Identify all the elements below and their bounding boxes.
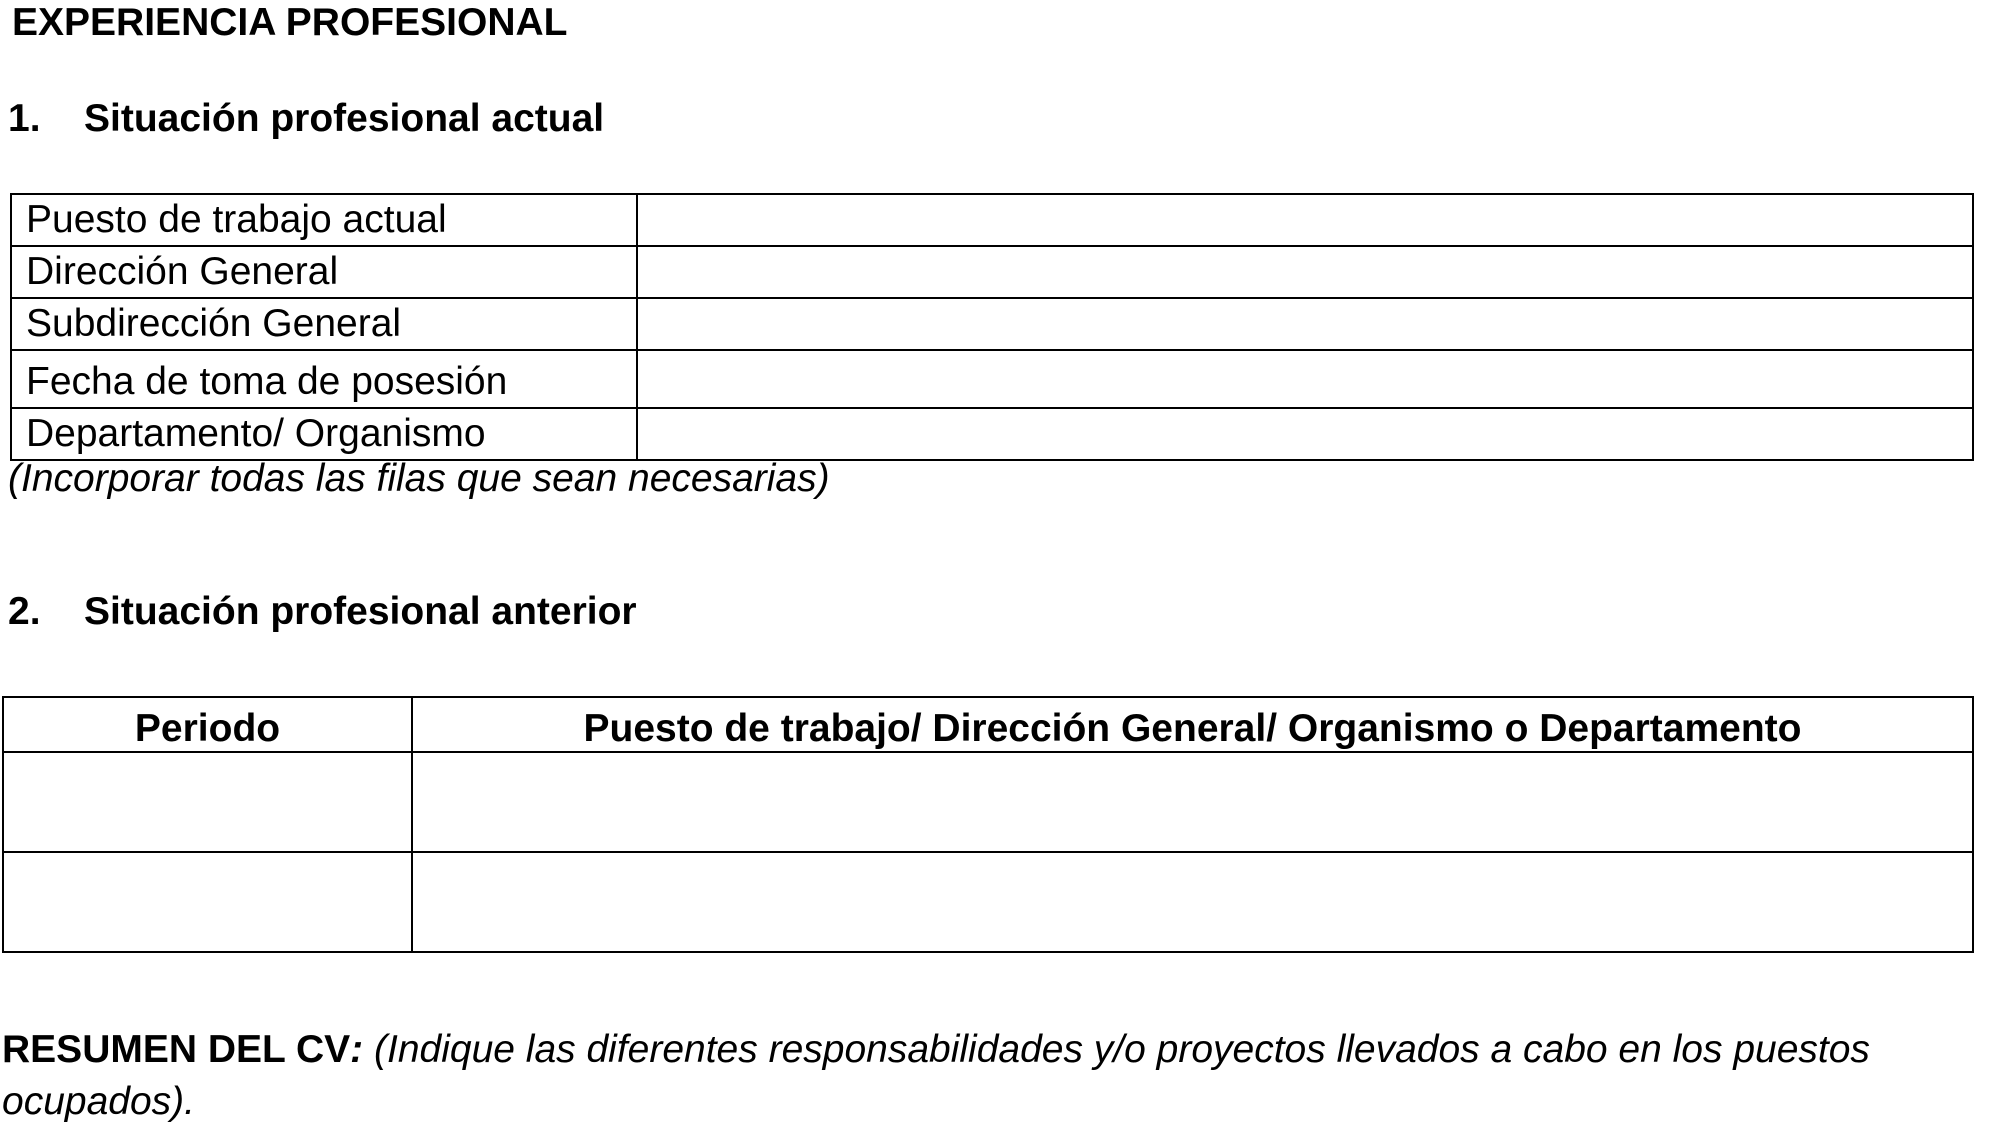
table-row bbox=[11, 298, 1973, 350]
puesto-cell[interactable] bbox=[412, 852, 1973, 952]
row-label: Dirección General bbox=[11, 246, 637, 298]
resumen-paragraph bbox=[2, 1024, 2008, 1128]
column-header-puesto: Puesto de trabajo/ Dirección General/ Organismo o Departamento bbox=[412, 697, 1973, 752]
resumen-text: (Indique las diferentes responsabilidades y/o proyectos llevados a cabo en los puestos ocupados). bbox=[2, 1028, 1870, 1123]
row-value-field[interactable] bbox=[637, 408, 1973, 460]
row-value-field[interactable] bbox=[637, 298, 1973, 350]
section-1-title bbox=[8, 96, 604, 142]
puesto-cell[interactable] bbox=[412, 752, 1973, 852]
row-label: Fecha de toma de posesión bbox=[11, 350, 637, 408]
row-label: Subdirección General bbox=[11, 298, 637, 350]
previous-position-table bbox=[2, 696, 1974, 953]
section-1-number: 1. bbox=[8, 97, 41, 140]
section-1-title-text: Situación profesional actual bbox=[84, 97, 605, 140]
periodo-cell[interactable] bbox=[3, 852, 412, 952]
section-2-number: 2. bbox=[8, 590, 41, 633]
resumen-label: RESUMEN DEL CV bbox=[2, 1028, 351, 1071]
table-row bbox=[3, 852, 1973, 952]
section-2-title bbox=[8, 589, 637, 635]
row-label: Puesto de trabajo actual bbox=[11, 194, 637, 246]
section-1-note: (Incorporar todas las filas que sean necesarias) bbox=[8, 457, 830, 500]
table-row bbox=[11, 194, 1973, 246]
current-position-table bbox=[10, 193, 1974, 461]
resumen-colon: : bbox=[350, 1028, 364, 1071]
section-2-title-text: Situación profesional anterior bbox=[84, 590, 637, 633]
table-row bbox=[11, 408, 1973, 460]
table-row bbox=[11, 246, 1973, 298]
row-value-field[interactable] bbox=[637, 194, 1973, 246]
row-value-field[interactable] bbox=[637, 350, 1973, 408]
column-header-periodo: Periodo bbox=[3, 697, 412, 752]
table-row bbox=[11, 350, 1973, 408]
table-row bbox=[3, 752, 1973, 852]
periodo-cell[interactable] bbox=[3, 752, 412, 852]
table-header-row bbox=[3, 697, 1973, 752]
row-value-field[interactable] bbox=[637, 246, 1973, 298]
page-title: EXPERIENCIA PROFESIONAL bbox=[12, 1, 568, 44]
row-label: Departamento/ Organismo bbox=[11, 408, 637, 460]
